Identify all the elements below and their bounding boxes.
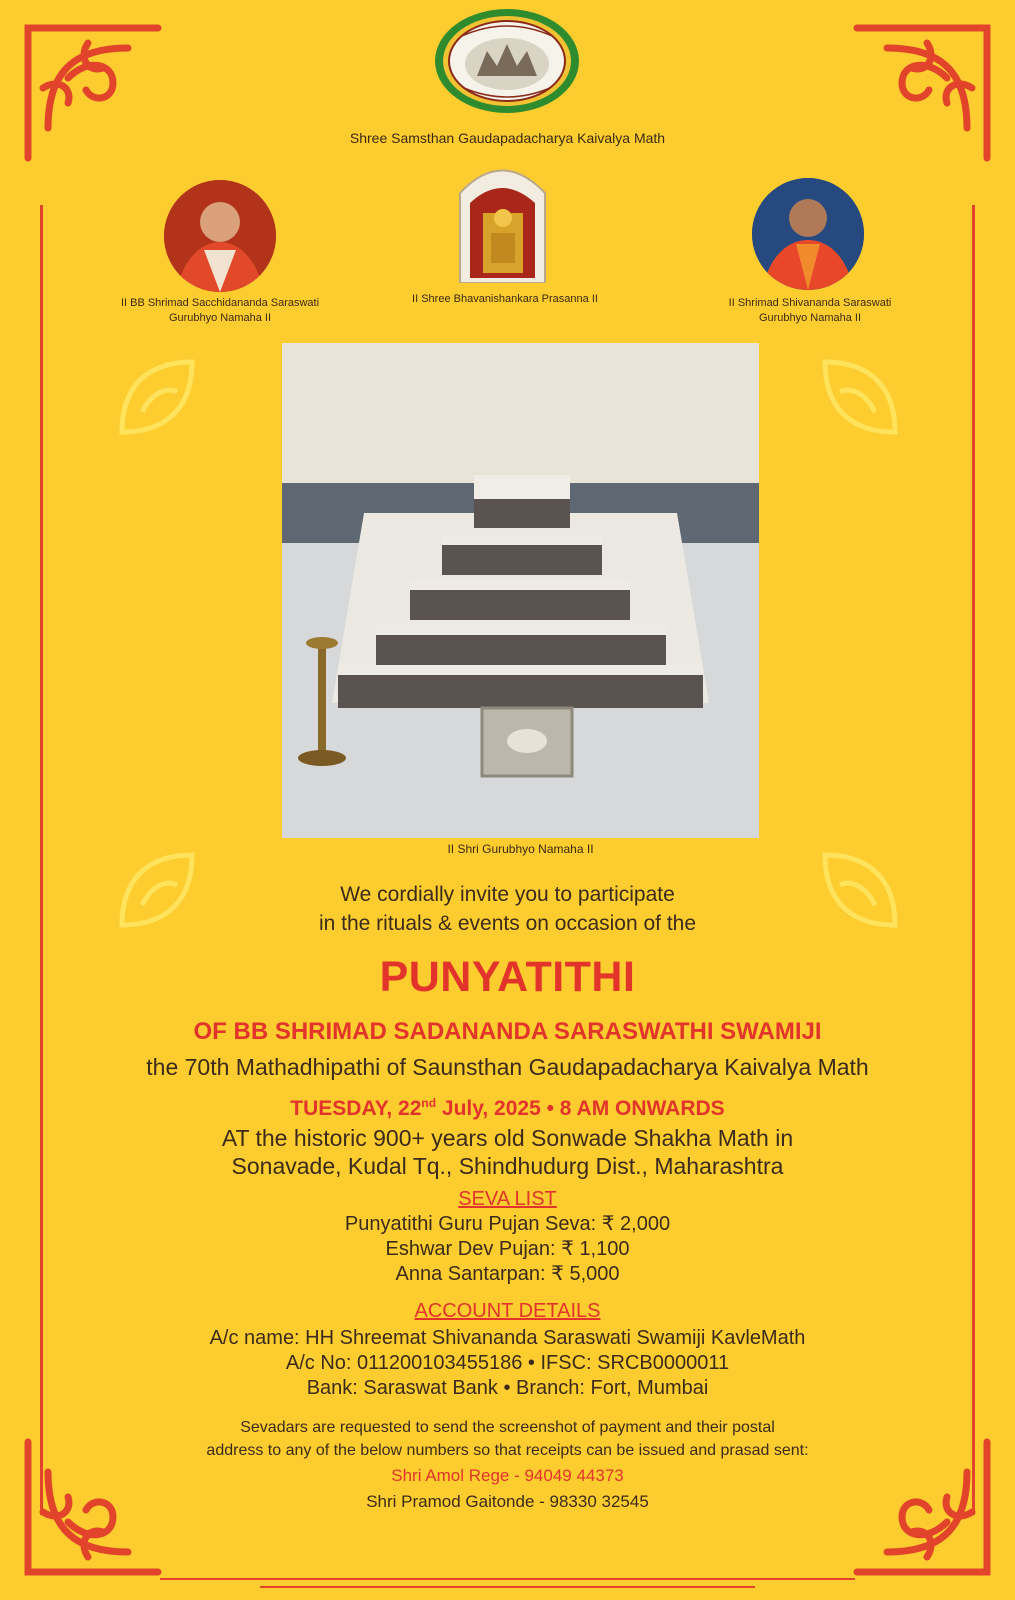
note-line: address to any of the below numbers so that receipts can be issued and prasad sent:	[206, 1442, 809, 1459]
guru-caption-right	[690, 296, 930, 326]
leaf-ornament	[815, 352, 905, 442]
guru-caption-left	[100, 296, 340, 326]
invite-line: We cordially invite you to participate	[340, 883, 675, 906]
leaf-ornament	[112, 352, 202, 442]
guru-portrait-left	[164, 180, 276, 292]
samadhi-photo	[282, 343, 759, 838]
border-left	[40, 205, 43, 1515]
caption-line: Gurubhyo Namaha II	[168, 312, 272, 324]
account-details	[60, 1326, 955, 1401]
event-title: PUNYATITHI	[379, 953, 636, 1001]
guru-image-left	[164, 180, 276, 292]
border-bottom	[160, 1578, 855, 1580]
math-emblem-logo	[432, 6, 582, 116]
caption-line: Gurubhyo Namaha II	[758, 312, 862, 324]
venue-line: AT the historic 900+ years old Sonwade Shakha Math in	[221, 1125, 794, 1151]
invite-line: in the rituals & events on occasion of the	[318, 912, 697, 935]
event-description: the 70th Mathadhipathi of Saunsthan Gaudapadacharya Kaivalya Math	[146, 1054, 869, 1080]
account-number: A/c No: 011200103455186 • IFSC: SRCB0000011	[285, 1352, 730, 1374]
corner-ornament-top-right	[847, 18, 997, 168]
caption-line: II Shrimad Shivananda Saraswati	[728, 297, 892, 309]
event-venue	[60, 1124, 955, 1180]
seva-list-heading: SEVA LIST	[458, 1188, 557, 1210]
account-details-heading: ACCOUNT DETAILS	[414, 1300, 601, 1322]
contact-2: Shri Pramod Gaitonde - 98330 32545	[366, 1492, 649, 1511]
border-right	[972, 205, 975, 1515]
seva-list	[200, 1212, 815, 1287]
samadhi-image	[282, 343, 759, 838]
deity-caption-center: II Shree Bhavanishankara Prasanna II	[412, 293, 598, 305]
date-time: July, 2025 • 8 AM ONWARDS	[436, 1097, 725, 1120]
seva-item: Anna Santarpan: ₹ 5,000	[395, 1263, 620, 1285]
corner-ornament-top-left	[18, 18, 168, 168]
deity-image-center	[455, 158, 550, 283]
guru-portrait-right	[752, 178, 864, 290]
photo-caption: II Shri Gurubhyo Namaha II	[447, 842, 594, 856]
organization-name: Shree Samsthan Gaudapadacharya Kaivalya Math	[349, 130, 666, 146]
guru-image-right	[752, 178, 864, 290]
contact-1: Shri Amol Rege - 94049 44373	[391, 1466, 624, 1485]
venue-line: Sonavade, Kudal Tq., Shindhudurg Dist., Maharashtra	[231, 1153, 784, 1179]
date-superscript: nd	[421, 1096, 437, 1110]
event-date	[80, 1096, 935, 1121]
seva-item: Punyatithi Guru Pujan Seva: ₹ 2,000	[344, 1213, 671, 1235]
date-day: TUESDAY, 22	[290, 1097, 422, 1120]
invite-intro	[100, 880, 915, 938]
caption-line: II BB Shrimad Sacchidananda Saraswati	[120, 297, 320, 309]
border-bottom-inner	[260, 1586, 755, 1588]
account-bank: Bank: Saraswat Bank • Branch: Fort, Mumbai	[306, 1377, 709, 1399]
event-subtitle: OF BB SHRIMAD SADANANDA SARASWATHI SWAMIJI	[193, 1018, 822, 1045]
note-line: Sevadars are requested to send the screenshot of payment and their postal	[240, 1419, 775, 1436]
payment-note	[60, 1416, 955, 1462]
account-name: A/c name: HH Shreemat Shivananda Saraswati Swamiji KavleMath	[209, 1327, 806, 1349]
seva-item: Eshwar Dev Pujan: ₹ 1,100	[385, 1238, 630, 1260]
